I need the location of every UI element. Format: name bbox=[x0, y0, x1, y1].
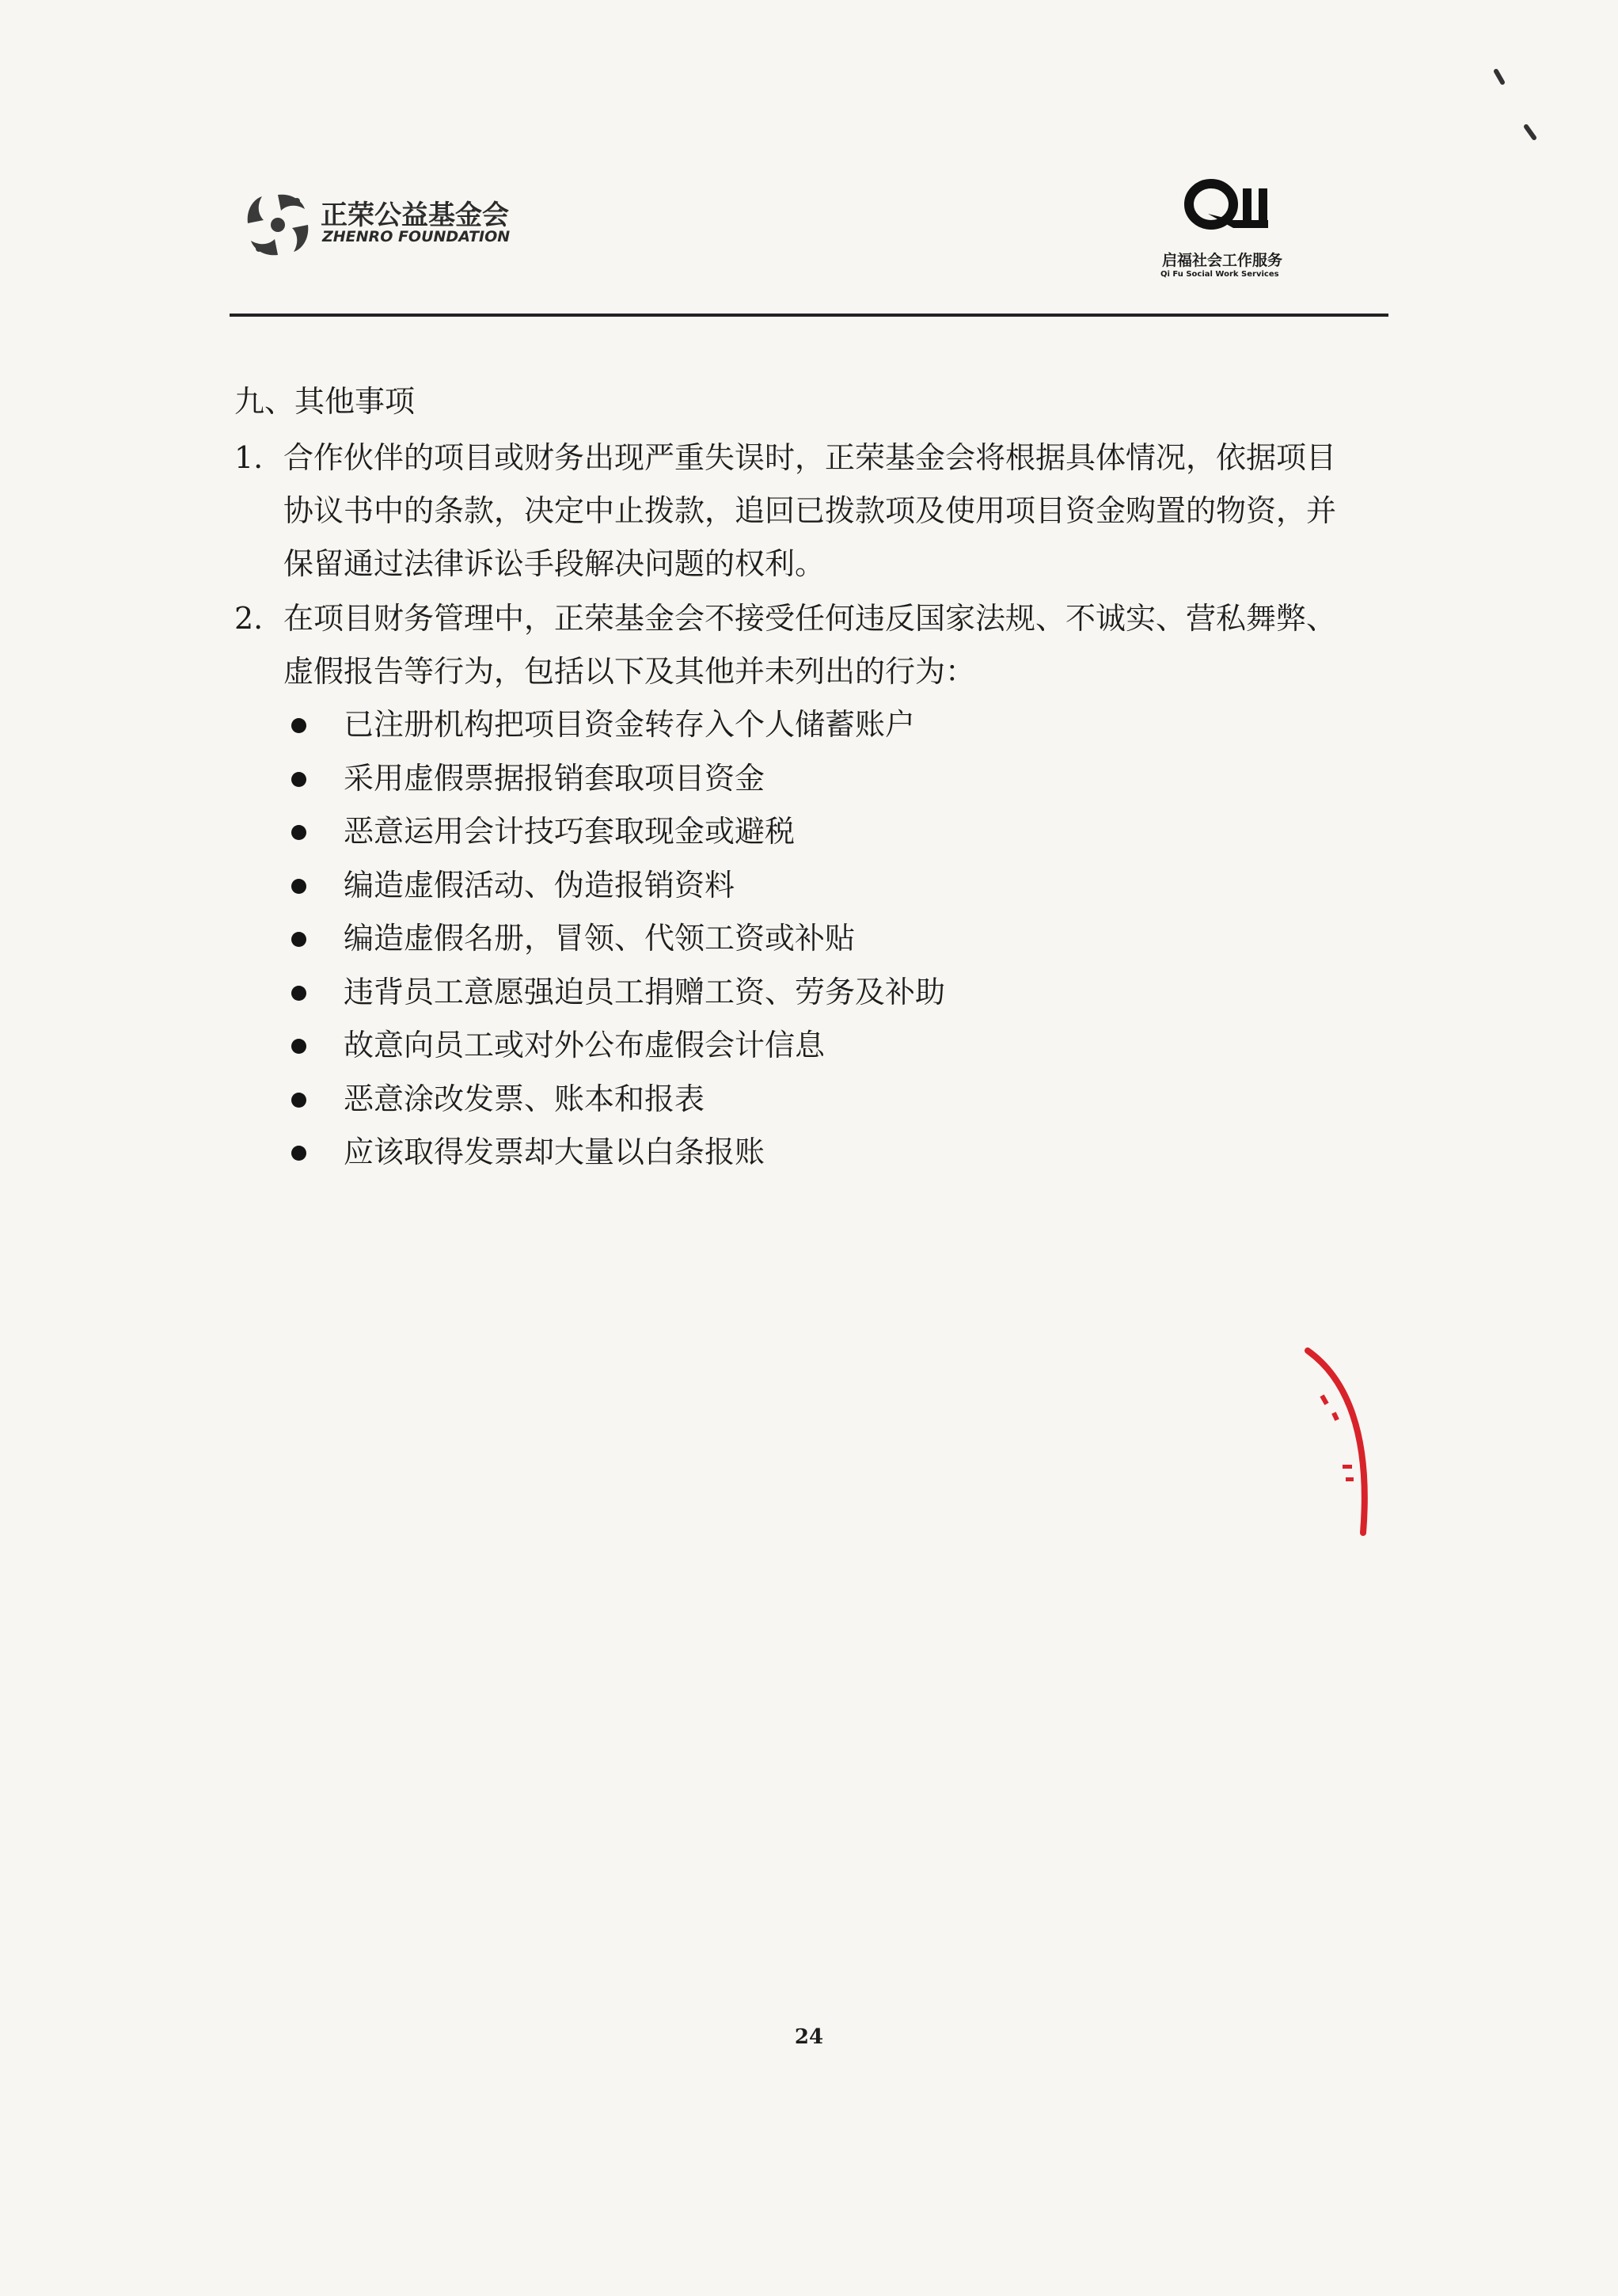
header-divider bbox=[230, 314, 1388, 317]
foundation-name-en: ZHENRO FOUNDATION bbox=[322, 228, 511, 245]
bullet-text: 故意向员工或对外公布虚假会计信息 bbox=[344, 1028, 826, 1062]
section-title: 九、其他事项 bbox=[234, 384, 416, 419]
bullet-item bbox=[285, 698, 1314, 752]
bullet-item bbox=[285, 805, 1314, 859]
bullet-item bbox=[285, 1019, 1314, 1073]
scan-speck-icon bbox=[1480, 55, 1552, 158]
bullet-text: 违背员工意愿强迫员工捐赠工资、劳务及补助 bbox=[344, 974, 946, 1009]
qifu-logo bbox=[1154, 169, 1312, 288]
bullet-dot-icon bbox=[291, 718, 306, 733]
bullet-dot-icon bbox=[291, 825, 306, 840]
zhenro-foundation-logo bbox=[241, 188, 511, 260]
item-line: 合作伙伴的项目或财务出现严重失误时，正荣基金会将根据具体情况，依据项目 bbox=[283, 440, 1337, 475]
bullet-text: 恶意运用会计技巧套取现金或避税 bbox=[344, 814, 796, 849]
bullet-item bbox=[285, 966, 1314, 1020]
pinwheel-logo-icon bbox=[241, 188, 314, 260]
bullet-item bbox=[285, 859, 1314, 913]
item-number: 1. bbox=[234, 440, 264, 475]
item-text bbox=[283, 431, 1390, 591]
foundation-name-cn: 正荣公益基金会 bbox=[321, 200, 509, 231]
qifu-logo-icon bbox=[1184, 169, 1279, 241]
list-item-1 bbox=[234, 431, 1390, 591]
bullet-item bbox=[285, 1073, 1314, 1127]
item-line: 在项目财务管理中，正荣基金会不接受任何违反国家法规、不诚实、营私舞弊、 bbox=[283, 601, 1337, 636]
item-line: 协议书中的条款，决定中止拨款，追回已拨款项及使用项目资金购置的物资，并 bbox=[283, 493, 1337, 528]
bullet-text: 采用虚假票据报销套取项目资金 bbox=[344, 760, 765, 796]
bullet-dot-icon bbox=[291, 986, 306, 1001]
qifu-name-en: Qi Fu Social Work Services bbox=[1160, 270, 1279, 279]
item-number: 2. bbox=[234, 601, 264, 636]
list-item-2 bbox=[234, 592, 1390, 698]
bullet-dot-icon bbox=[291, 1146, 306, 1161]
page-number: 24 bbox=[794, 2025, 824, 2049]
bullet-text: 编造虚假名册，冒领、代领工资或补贴 bbox=[344, 921, 856, 956]
bullet-dot-icon bbox=[291, 1093, 306, 1108]
bullet-dot-icon bbox=[291, 772, 306, 787]
qifu-name-cn: 启福社会工作服务 bbox=[1162, 252, 1283, 269]
bullet-text: 编造虚假活动、伪造报销资料 bbox=[344, 867, 735, 903]
bullet-text: 已注册机构把项目资金转存入个人储蓄账户 bbox=[344, 707, 916, 742]
red-seal-fragment-icon bbox=[1298, 1346, 1393, 1552]
bullet-item bbox=[285, 752, 1314, 806]
bullet-item bbox=[285, 912, 1314, 966]
item-line: 保留通过法律诉讼手段解决问题的权利。 bbox=[283, 546, 826, 581]
bullet-dot-icon bbox=[291, 932, 306, 947]
bullet-dot-icon bbox=[291, 1039, 306, 1054]
item-text bbox=[283, 592, 1390, 698]
bullet-text: 应该取得发票却大量以白条报账 bbox=[344, 1135, 765, 1169]
bullet-item bbox=[285, 1126, 1314, 1180]
violation-bullet-list bbox=[285, 698, 1314, 1180]
bullet-dot-icon bbox=[291, 879, 306, 894]
bullet-text: 恶意涂改发票、账本和报表 bbox=[344, 1081, 705, 1116]
item-line: 虚假报告等行为，包括以下及其他并未列出的行为： bbox=[283, 654, 976, 689]
